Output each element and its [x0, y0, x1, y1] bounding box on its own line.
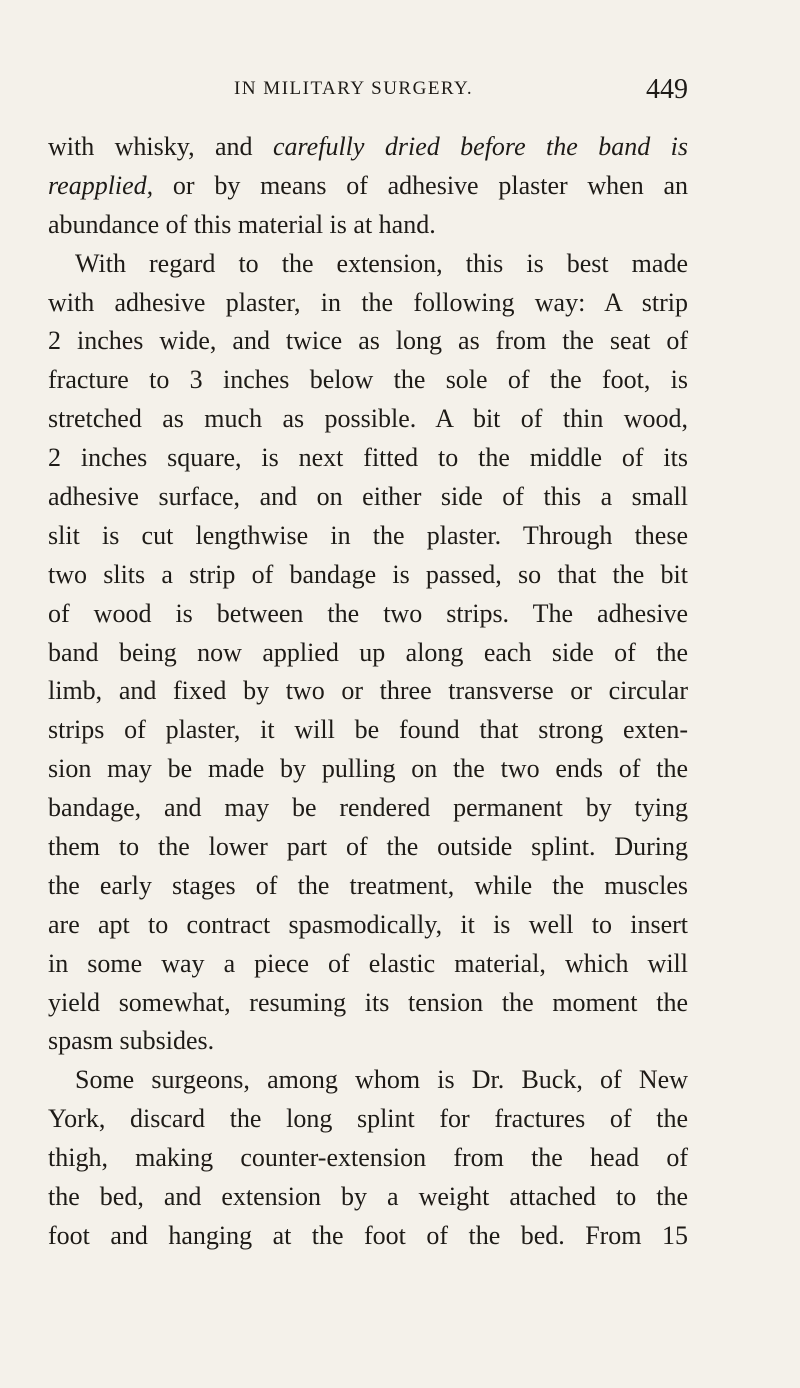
text-line — [48, 1061, 688, 1100]
text-segment: bandage, and may be rendered permanent by tying — [48, 793, 688, 823]
text-line — [48, 439, 688, 478]
text-line — [48, 206, 688, 245]
text-segment: with whisky, and — [48, 132, 273, 161]
text-segment: them to the lower part of the outside splint. During — [48, 832, 688, 862]
text-segment: stretched as much as possible. A bit of thin wood, — [48, 404, 688, 434]
text-segment: two slits a strip of bandage is passed, so that the bit — [48, 559, 688, 589]
text-segment: or by means of adhesive plaster when an — [153, 170, 688, 200]
text-line — [48, 789, 688, 828]
text-line — [48, 828, 688, 867]
page-number: 449 — [646, 74, 688, 105]
text-line — [48, 517, 688, 556]
text-segment: slit is cut lengthwise in the plaster. Through these — [48, 520, 688, 550]
text-segment: with adhesive plaster, in the following way: A strip — [48, 287, 688, 317]
text-segment: foot and hanging at the foot of the bed. From 15 — [48, 1220, 688, 1250]
text-segment: spasm subsides. — [48, 1026, 215, 1056]
text-segment: of wood is between the two strips. The adhesive — [48, 598, 688, 628]
text-segment: Some surgeons, among whom is Dr. Buck, of New — [75, 1065, 688, 1095]
text-segment: abundance of this material is at hand. — [48, 209, 436, 239]
text-line — [48, 245, 688, 284]
text-segment: York, discard the long splint for fractures of the — [48, 1104, 688, 1134]
text-segment: the bed, and extension by a weight attached to the — [48, 1182, 688, 1212]
text-segment: thigh, making counter-extension from the head of — [48, 1143, 688, 1173]
text-segment: fracture to 3 inches below the sole of the foot, is — [48, 365, 688, 395]
running-head — [48, 74, 688, 114]
text-segment: yield somewhat, resuming its tension the moment the — [48, 987, 688, 1017]
text-segment: sion may be made by pulling on the two ends of the — [48, 754, 688, 784]
text-line — [48, 945, 688, 984]
text-segment: 2 inches wide, and twice as long as from the seat of — [48, 326, 688, 356]
text-line — [48, 478, 688, 517]
running-title: IN MILITARY SURGERY. — [234, 78, 474, 99]
text-line — [48, 672, 688, 711]
text-line — [48, 1139, 688, 1178]
text-line — [48, 167, 688, 206]
text-segment: strips of plaster, it will be found that strong exten- — [48, 715, 688, 745]
text-line — [48, 1100, 688, 1139]
text-segment: are apt to contract spasmodically, it is well to insert — [48, 909, 688, 939]
text-line — [48, 634, 688, 673]
text-segment: in some way a piece of elastic material, which will — [48, 948, 688, 978]
italic-text-segment: reapplied, — [48, 170, 154, 200]
text-segment: 2 inches square, is next fitted to the middle of its — [48, 443, 688, 473]
text-segment: the early stages of the treatment, while the muscles — [48, 870, 688, 900]
text-line — [48, 906, 688, 945]
text-line — [48, 595, 688, 634]
text-segment: With regard to the extension, this is best made — [75, 248, 688, 278]
text-line — [48, 556, 688, 595]
text-line — [48, 711, 688, 750]
text-line — [48, 750, 688, 789]
italic-text-segment: carefully dried before the band is — [272, 132, 689, 161]
text-line — [48, 1178, 688, 1217]
text-line — [48, 284, 688, 323]
text-line — [48, 322, 688, 361]
text-line — [48, 128, 688, 167]
text-segment: limb, and fixed by two or three transverse or circular — [48, 676, 688, 706]
text-line — [48, 1022, 688, 1061]
text-segment: adhesive surface, and on either side of this a small — [48, 482, 688, 512]
body-text — [48, 128, 688, 1256]
text-line — [48, 400, 688, 439]
text-line — [48, 867, 688, 906]
text-segment: band being now applied up along each side of the — [48, 637, 688, 667]
text-line — [48, 361, 688, 400]
text-line — [48, 1217, 688, 1256]
text-line — [48, 984, 688, 1023]
